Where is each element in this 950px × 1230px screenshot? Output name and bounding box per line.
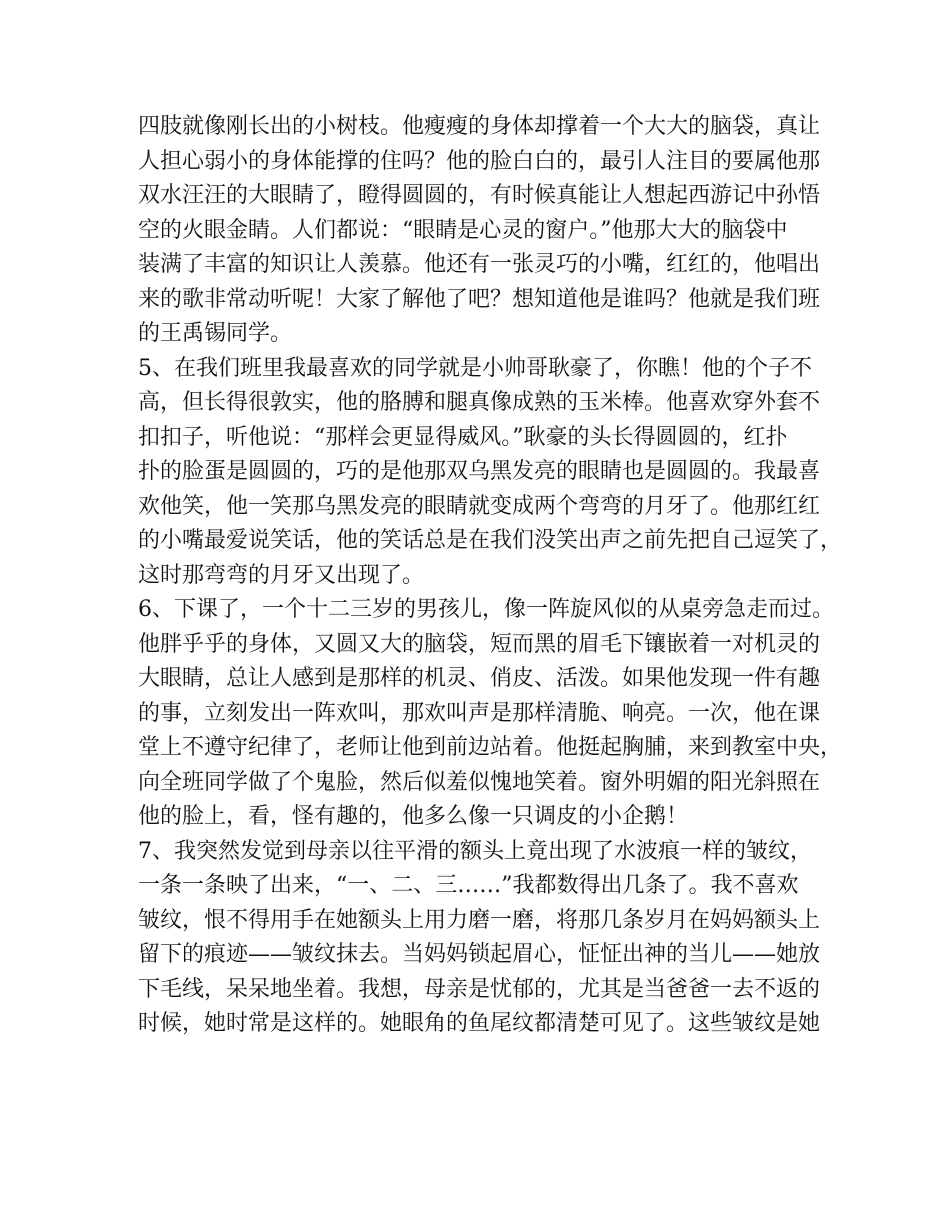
text-line: 四肢就像刚长出的小树枝。他瘦瘦的身体却撑着一个大大的脑袋，真让	[138, 114, 821, 139]
text-line: 扣扣子，听他说：“那样会更显得威风。”耿豪的头长得圆圆的，红扑	[138, 424, 788, 450]
text-line: 堂上不遵守纪律了，老师让他到前边站着。他挺起胸脯，来到教室中央，	[138, 735, 843, 760]
text-line: 一条一条映了出来，“一、二、三……”我都数得出几条了。我不喜欢	[138, 873, 799, 898]
text-line: 时候，她时常是这样的。她眼角的鱼尾纹都清楚可见了。这些皱纹是她	[138, 1011, 821, 1036]
text-line: 留下的痕迹——皱纹抹去。当妈妈锁起眉心，怔怔出神的当儿——她放	[138, 942, 821, 967]
text-line: 来的歌非常动听呢！大家了解他了吧？想知道他是谁吗？他就是我们班	[138, 286, 821, 312]
body-text	[138, 110, 843, 1042]
text-line: 人担心弱小的身体能撑的住吗？他的脸白白的，最引人注目的要属他那	[138, 148, 821, 174]
text-line: 这时那弯弯的月牙又出现了。	[138, 562, 425, 588]
text-line: 5、在我们班里我最喜欢的同学就是小帅哥耿豪了，你瞧！他的个子不	[138, 355, 812, 381]
text-line: 欢他笑，他一笑那乌黑发亮的眼睛就变成两个弯弯的月牙了。他那红红	[138, 493, 821, 519]
text-line: 扑的脸蛋是圆圆的，巧的是他那双乌黑发亮的眼睛也是圆圆的。我最喜	[138, 459, 821, 484]
text-line: 他胖乎乎的身体，又圆又大的脑袋，短而黑的眉毛下镶嵌着一对机灵的	[138, 631, 821, 657]
text-line: 的事，立刻发出一阵欢叫，那欢叫声是那样清脆、响亮。一次，他在课	[138, 700, 821, 726]
text-line: 7、我突然发觉到母亲以往平滑的额头上竟出现了水波痕一样的皱纹，	[138, 838, 812, 864]
text-line: 高，但长得很敦实，他的胳膊和腿真像成熟的玉米棒。他喜欢穿外套不	[138, 390, 821, 415]
text-line: 装满了丰富的知识让人羡慕。他还有一张灵巧的小嘴，红红的，他唱出	[138, 252, 821, 277]
text-line: 下毛线，呆呆地坐着。我想，母亲是忧郁的，尤其是当爸爸一去不返的	[138, 976, 821, 1002]
text-line: 他的脸上，看，怪有趣的，他多么像一只调皮的小企鹅！	[138, 804, 689, 829]
text-line: 的王禹锡同学。	[138, 321, 293, 346]
text-line: 空的火眼金睛。人们都说：“眼睛是心灵的窗户。”他那大大的脑袋中	[138, 217, 788, 243]
text-line: 6、下课了，一个十二三岁的男孩儿，像一阵旋风似的从桌旁急走而过。	[138, 597, 834, 622]
text-line: 大眼睛，总让人感到是那样的机灵、俏皮、活泼。如果他发现一件有趣	[138, 666, 821, 691]
text-line: 的小嘴最爱说笑话，他的笑话总是在我们没笑出声之前先把自己逗笑了，	[138, 528, 843, 553]
text-line: 双水汪汪的大眼睛了，瞪得圆圆的，有时候真能让人想起西游记中孙悟	[138, 183, 821, 208]
text-line: 皱纹，恨不得用手在她额头上用力磨一磨，将那几条岁月在妈妈额头上	[138, 907, 821, 933]
text-line: 向全班同学做了个鬼脸，然后似羞似愧地笑着。窗外明媚的阳光斜照在	[138, 769, 821, 795]
